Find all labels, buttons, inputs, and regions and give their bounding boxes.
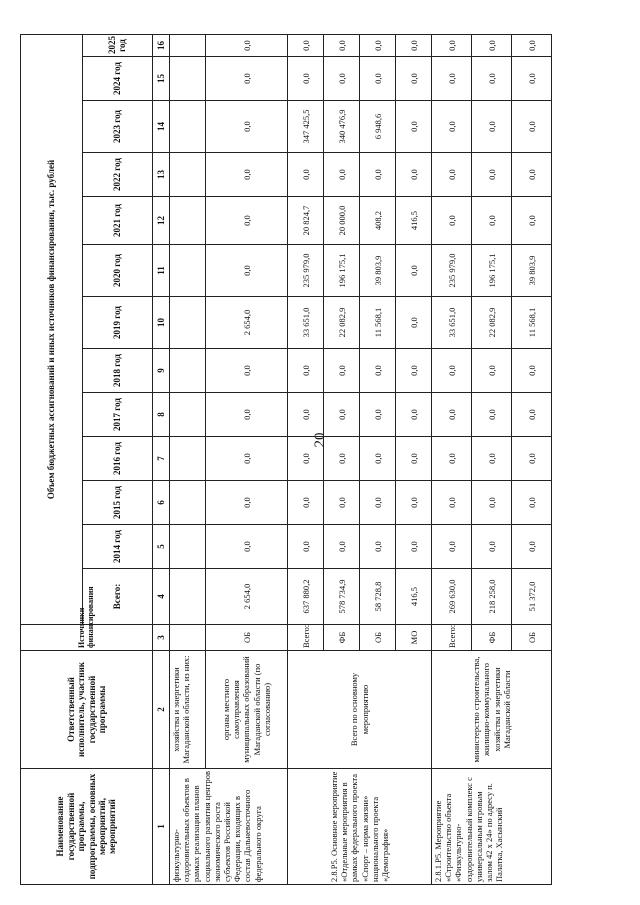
value-cell: 0,0 <box>512 525 552 569</box>
value-cell: 20 000,0 <box>324 197 360 245</box>
value-cell: 20 824,7 <box>288 197 324 245</box>
value-cell: 0,0 <box>360 393 396 437</box>
value-cell: 0,0 <box>472 101 512 153</box>
value-cell: 0,0 <box>472 153 512 197</box>
value-cell: 0,0 <box>206 101 288 153</box>
header-year: 2017 год <box>83 393 153 437</box>
value-cell: 39 803,9 <box>360 245 396 297</box>
source-cell: Всего: <box>288 625 324 651</box>
value-cell: 0,0 <box>396 525 432 569</box>
column-number: 4 <box>153 569 170 625</box>
total-cell: 269 630,0 <box>432 569 472 625</box>
value-cell: 0,0 <box>206 245 288 297</box>
value-cell: 0,0 <box>432 153 472 197</box>
value-cell: 0,0 <box>206 197 288 245</box>
header-name: Наименование государственной программы, подпрограммы, основных мероприятий, мероприятий <box>21 769 153 885</box>
column-number: 11 <box>153 245 170 297</box>
total-cell: 51 372,0 <box>512 569 552 625</box>
header-responsible: Ответственный исполнитель, участник государственной программы <box>21 651 153 769</box>
value-cell: 0,0 <box>432 393 472 437</box>
value-cell: 408,2 <box>360 197 396 245</box>
value-cell: 235 979,0 <box>432 245 472 297</box>
value-cell: 0,0 <box>512 197 552 245</box>
value-cell: 0,0 <box>396 437 432 481</box>
value-cell: 11 568,1 <box>512 297 552 349</box>
total-cell: 2 654,0 <box>206 569 288 625</box>
header-year: 2015 год <box>83 481 153 525</box>
value-cell: 0,0 <box>396 349 432 393</box>
value-cell: 0,0 <box>206 35 288 57</box>
source-cell: МО <box>396 625 432 651</box>
value-cell: 0,0 <box>324 349 360 393</box>
value-cell: 0,0 <box>288 481 324 525</box>
value-cell: 0,0 <box>512 481 552 525</box>
value-cell: 0,0 <box>472 57 512 101</box>
total-cell: 416,5 <box>396 569 432 625</box>
value-cell: 0,0 <box>288 437 324 481</box>
value-cell: 0,0 <box>472 349 512 393</box>
source-cell: ОБ <box>512 625 552 651</box>
value-cell: 0,0 <box>288 525 324 569</box>
value-cell: 0,0 <box>206 481 288 525</box>
value-cell: 0,0 <box>288 153 324 197</box>
column-number: 12 <box>153 197 170 245</box>
total-cell: 218 258,0 <box>472 569 512 625</box>
value-cell: 0,0 <box>396 101 432 153</box>
value-cell: 0,0 <box>288 393 324 437</box>
value-cell: 0,0 <box>206 153 288 197</box>
value-cell: 0,0 <box>288 35 324 57</box>
value-cell: 0,0 <box>432 437 472 481</box>
column-number: 6 <box>153 481 170 525</box>
value-cell: 33 651,0 <box>432 297 472 349</box>
value-cell: 0,0 <box>206 437 288 481</box>
header-year: 2025 год <box>83 35 153 57</box>
value-cell: 6 948,6 <box>360 101 396 153</box>
column-number: 9 <box>153 349 170 393</box>
column-number: 8 <box>153 393 170 437</box>
value-cell: 0,0 <box>324 437 360 481</box>
value-cell: 0,0 <box>512 437 552 481</box>
event-name: физкультурно-оздоровительных объектов в рамках реализации планов социального развития центров экономического роста субъектов Российской Федерации, входящих в состав Дальневосточного федерального округа <box>170 769 288 885</box>
value-cell: 0,0 <box>432 525 472 569</box>
header-year: 2024 год <box>83 57 153 101</box>
value-cell: 347 425,5 <box>288 101 324 153</box>
source-cell: ФБ <box>472 625 512 651</box>
page-number: 20 <box>312 432 328 448</box>
column-number: 16 <box>153 35 170 57</box>
value-cell: 0,0 <box>396 393 432 437</box>
value-cell: 0,0 <box>396 297 432 349</box>
responsible-executor: хозяйства и энергетики Магаданской области, из них: <box>170 651 206 769</box>
header-volume: Объем бюджетных ассигнований и иных источников финансирования, тыс. рублей <box>21 35 83 625</box>
value-cell: 0,0 <box>472 35 512 57</box>
value-cell: 0,0 <box>512 35 552 57</box>
value-cell: 0,0 <box>432 349 472 393</box>
responsible-executor: Всего по основному мероприятию <box>288 651 432 769</box>
total-cell: 58 728,8 <box>360 569 396 625</box>
header-total: Всего: <box>83 569 153 625</box>
value-cell: 0,0 <box>324 35 360 57</box>
value-cell: 0,0 <box>396 57 432 101</box>
header-year: 2020 год <box>83 245 153 297</box>
value-cell: 0,0 <box>360 481 396 525</box>
value-cell: 196 175,1 <box>324 245 360 297</box>
header-year: 2016 год <box>83 437 153 481</box>
value-cell: 0,0 <box>360 153 396 197</box>
column-number: 1 <box>153 769 170 885</box>
source-cell: ОБ <box>360 625 396 651</box>
value-cell: 0,0 <box>288 349 324 393</box>
total-cell: 578 734,9 <box>324 569 360 625</box>
value-cell: 0,0 <box>206 349 288 393</box>
column-number: 7 <box>153 437 170 481</box>
responsible-executor: органы местного самоуправления муниципальных образований Магаданской области (по согласованию) <box>206 651 288 769</box>
source-cell: Всего: <box>432 625 472 651</box>
value-cell: 22 082,9 <box>324 297 360 349</box>
column-number: 10 <box>153 297 170 349</box>
value-cell: 0,0 <box>512 153 552 197</box>
column-number: 13 <box>153 153 170 197</box>
value-cell: 2 654,0 <box>206 297 288 349</box>
financing-table <box>20 34 552 885</box>
value-cell: 0,0 <box>512 57 552 101</box>
value-cell: 0,0 <box>360 525 396 569</box>
value-cell: 0,0 <box>432 101 472 153</box>
value-cell: 0,0 <box>396 245 432 297</box>
source-cell: ОБ <box>206 625 288 651</box>
value-cell: 0,0 <box>324 153 360 197</box>
value-cell: 22 082,9 <box>472 297 512 349</box>
value-cell: 0,0 <box>206 57 288 101</box>
header-year: 2014 год <box>83 525 153 569</box>
value-cell: 0,0 <box>396 481 432 525</box>
column-number: 5 <box>153 525 170 569</box>
value-cell: 0,0 <box>206 525 288 569</box>
value-cell: 0,0 <box>324 525 360 569</box>
value-cell: 340 476,9 <box>324 101 360 153</box>
value-cell: 0,0 <box>512 393 552 437</box>
value-cell: 0,0 <box>396 153 432 197</box>
value-cell: 11 568,1 <box>360 297 396 349</box>
value-cell: 0,0 <box>324 393 360 437</box>
source-cell: ФБ <box>324 625 360 651</box>
value-cell: 0,0 <box>512 349 552 393</box>
value-cell: 0,0 <box>472 481 512 525</box>
header-year: 2021 год <box>83 197 153 245</box>
value-cell: 196 175,1 <box>472 245 512 297</box>
event-name: 2.8.1.Р5. Мероприятие «Строительство объекта «Физкультурно-оздоровительный комплекс с универсальным игровым залом 42 х 24» по адресу п. Палатка, Хасынский <box>432 769 552 885</box>
value-cell: 0,0 <box>472 437 512 481</box>
value-cell: 0,0 <box>360 349 396 393</box>
header-year: 2018 год <box>83 349 153 393</box>
value-cell: 33 651,0 <box>288 297 324 349</box>
value-cell: 235 979,0 <box>288 245 324 297</box>
header-year: 2022 год <box>83 153 153 197</box>
value-cell: 416,5 <box>396 197 432 245</box>
value-cell: 0,0 <box>288 57 324 101</box>
value-cell: 0,0 <box>472 393 512 437</box>
header-year: 2023 год <box>83 101 153 153</box>
value-cell: 39 803,9 <box>512 245 552 297</box>
value-cell: 0,0 <box>472 525 512 569</box>
event-name: 2.8.Р5. Основное мероприятие «Отдельные мероприятия в рамках федерального проекта «Спорт – норма жизни» национального проекта «Демография» <box>288 769 432 885</box>
value-cell: 0,0 <box>324 481 360 525</box>
value-cell: 0,0 <box>432 197 472 245</box>
value-cell: 0,0 <box>396 35 432 57</box>
column-number: 3 <box>153 625 170 651</box>
value-cell: 0,0 <box>432 35 472 57</box>
column-number: 2 <box>153 651 170 769</box>
responsible-executor: министерство строительства, жилищно-коммунального хозяйства и энергетики Магаданской области <box>432 651 552 769</box>
header-year: 2019 год <box>83 297 153 349</box>
rotated-table-container <box>20 35 615 885</box>
value-cell: 0,0 <box>324 57 360 101</box>
value-cell: 0,0 <box>472 197 512 245</box>
value-cell: 0,0 <box>360 437 396 481</box>
value-cell: 0,0 <box>206 393 288 437</box>
column-number: 15 <box>153 57 170 101</box>
value-cell: 0,0 <box>432 481 472 525</box>
header-source: Источники финансирования <box>21 625 153 651</box>
value-cell: 0,0 <box>512 101 552 153</box>
value-cell: 0,0 <box>360 57 396 101</box>
total-cell: 637 880,2 <box>288 569 324 625</box>
value-cell: 0,0 <box>360 35 396 57</box>
column-number: 14 <box>153 101 170 153</box>
value-cell: 0,0 <box>432 57 472 101</box>
